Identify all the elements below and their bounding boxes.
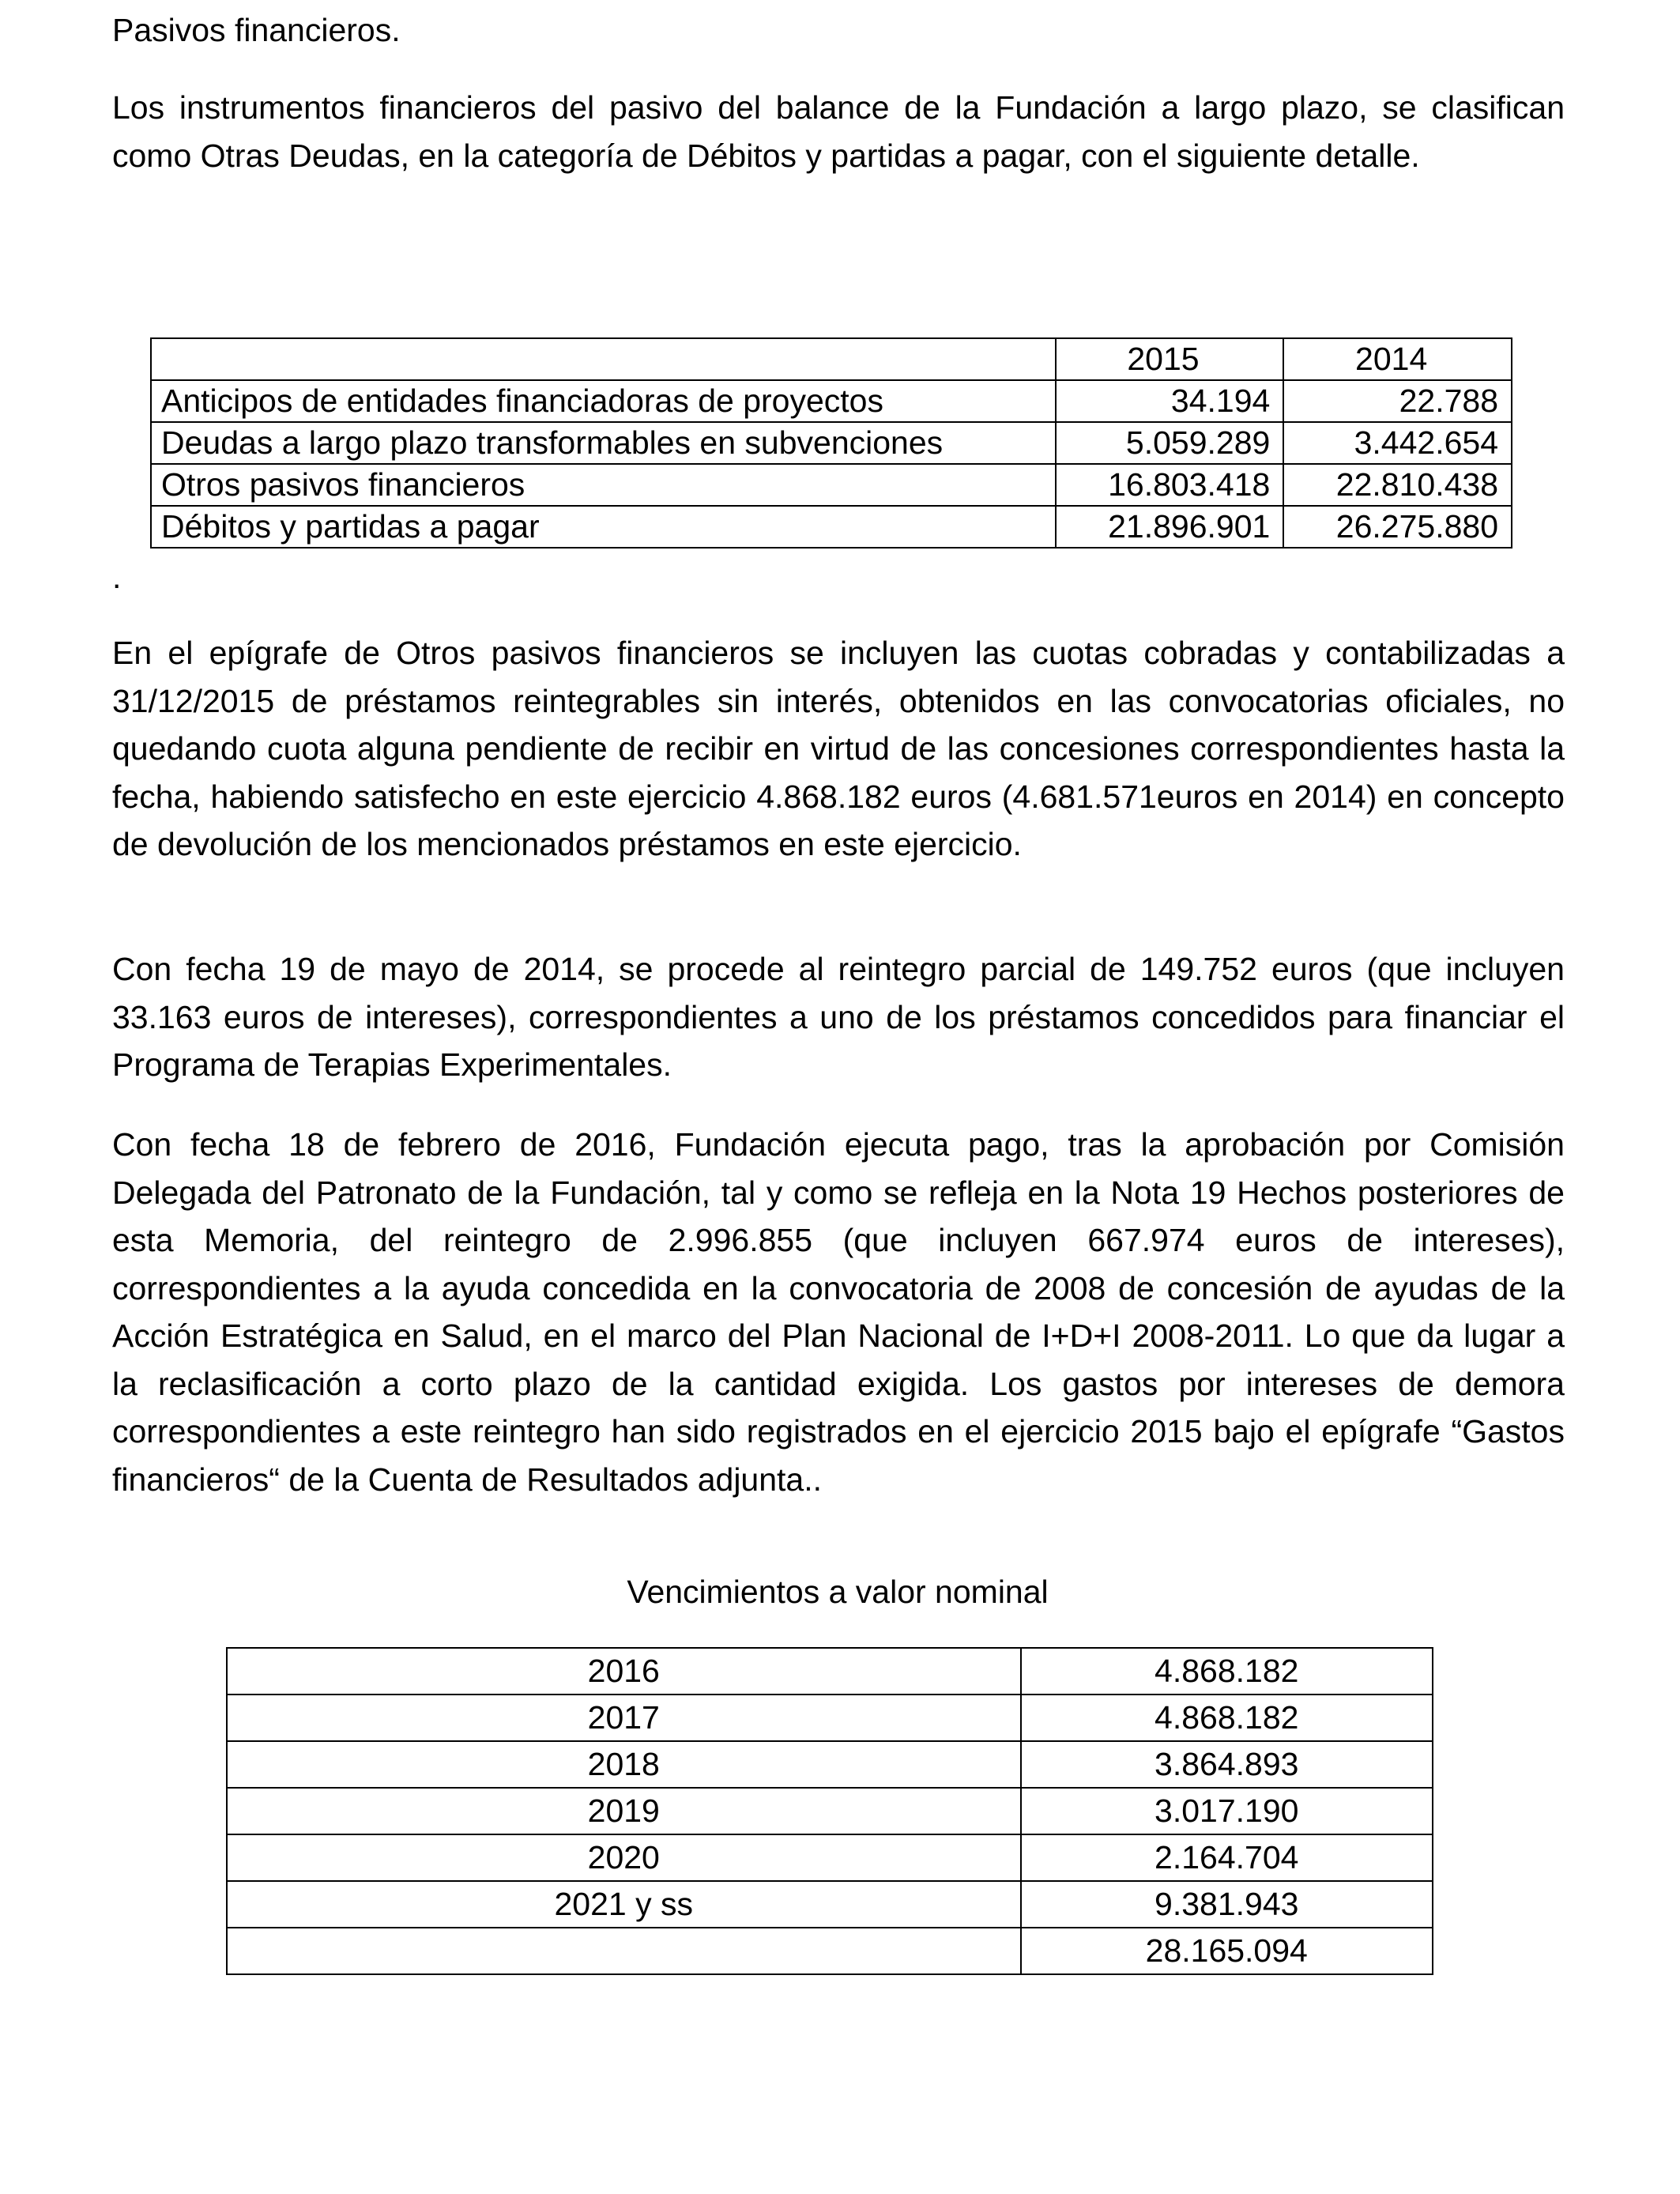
row-label: Deudas a largo plazo transformables en subvenciones — [151, 422, 1056, 464]
total-row — [227, 1928, 1433, 1974]
value-2015: 21.896.901 — [1056, 506, 1284, 548]
table-row — [227, 1881, 1433, 1928]
amount-cell: 9.381.943 — [1021, 1881, 1433, 1928]
row-label: Anticipos de entidades financiadoras de proyectos — [151, 380, 1056, 422]
stray-dot: . — [112, 559, 122, 595]
total-amount-cell: 28.165.094 — [1021, 1928, 1433, 1974]
amount-cell: 2.164.704 — [1021, 1834, 1433, 1881]
year-cell: 2016 — [227, 1648, 1021, 1695]
year-cell: 2021 y ss — [227, 1881, 1021, 1928]
table-row — [227, 1648, 1433, 1695]
table-row — [151, 506, 1512, 548]
table-row — [227, 1834, 1433, 1881]
intro-paragraph: Los instrumentos financieros del pasivo del balance de la Fundación a largo plazo, se clasifican como Otras Deudas, en la categoría de Débitos y partidas a pagar, con el siguiente detalle. — [112, 89, 1565, 174]
financial-liabilities-table — [150, 337, 1512, 548]
year-cell: 2018 — [227, 1741, 1021, 1788]
amount-cell: 3.017.190 — [1021, 1788, 1433, 1834]
section-heading: Pasivos financieros. — [112, 12, 401, 48]
header-cell-2014: 2014 — [1283, 338, 1512, 380]
year-cell: 2019 — [227, 1788, 1021, 1834]
header-cell-2015: 2015 — [1056, 338, 1284, 380]
table-header-row — [151, 338, 1512, 380]
amount-cell: 3.864.893 — [1021, 1741, 1433, 1788]
amount-cell: 4.868.182 — [1021, 1695, 1433, 1741]
value-2014: 3.442.654 — [1283, 422, 1512, 464]
maturity-table — [226, 1647, 1433, 1975]
table-row — [151, 464, 1512, 506]
paragraph-payment-2016: Con fecha 18 de febrero de 2016, Fundación ejecuta pago, tras la aprobación por Comisión Delegada del Patronato de la Fundación, tal y como se refleja en la Nota 19 Hechos posteriores de esta Memoria, del reintegro de 2.996.855 (que incluyen 667.974 euros de intereses), correspondientes a la ayuda concedida en la convocatoria de 2008 de concesión de ayudas de la Acción Estratégica en Salud, en el marco del Plan Nacional de I+D+I 2008-2011. Lo que da lugar a la reclasificación a corto plazo de la cantidad exigida. Los gastos por intereses de demora correspondientes a este reintegro han sido registrados en el ejercicio 2015 bajo el epígrafe “Gastos financieros“ de la Cuenta de Resultados adjunta.. — [112, 1126, 1565, 1498]
table-row — [227, 1741, 1433, 1788]
amount-cell: 4.868.182 — [1021, 1648, 1433, 1695]
value-2014: 22.810.438 — [1283, 464, 1512, 506]
table-row — [227, 1788, 1433, 1834]
year-cell: 2020 — [227, 1834, 1021, 1881]
value-2015: 5.059.289 — [1056, 422, 1284, 464]
table-row — [151, 422, 1512, 464]
value-2014: 26.275.880 — [1283, 506, 1512, 548]
year-cell: 2017 — [227, 1695, 1021, 1741]
row-label: Otros pasivos financieros — [151, 464, 1056, 506]
table-row — [227, 1695, 1433, 1741]
value-2015: 16.803.418 — [1056, 464, 1284, 506]
header-cell — [151, 338, 1056, 380]
value-2015: 34.194 — [1056, 380, 1284, 422]
table-row — [151, 380, 1512, 422]
maturity-table-title: Vencimientos a valor nominal — [627, 1574, 1049, 1610]
value-2014: 22.788 — [1283, 380, 1512, 422]
paragraph-partial-refund: Con fecha 19 de mayo de 2014, se procede al reintegro parcial de 149.752 euros (que incluyen 33.163 euros de intereses), correspondientes a uno de los préstamos concedidos para financiar el Programa de Terapias Experimentales. — [112, 951, 1565, 1083]
year-cell — [227, 1928, 1021, 1974]
row-label: Débitos y partidas a pagar — [151, 506, 1056, 548]
paragraph-other-liabilities: En el epígrafe de Otros pasivos financieros se incluyen las cuotas cobradas y contabilizadas a 31/12/2015 de préstamos reintegrables sin interés, obtenidos en las convocatorias oficiales, no quedando cuota alguna pendiente de recibir en virtud de las concesiones correspondientes hasta la fecha, habiendo satisfecho en este ejercicio 4.868.182 euros (4.681.571euros en 2014) en concepto de devolución de los mencionados préstamos en este ejercicio. — [112, 635, 1565, 862]
